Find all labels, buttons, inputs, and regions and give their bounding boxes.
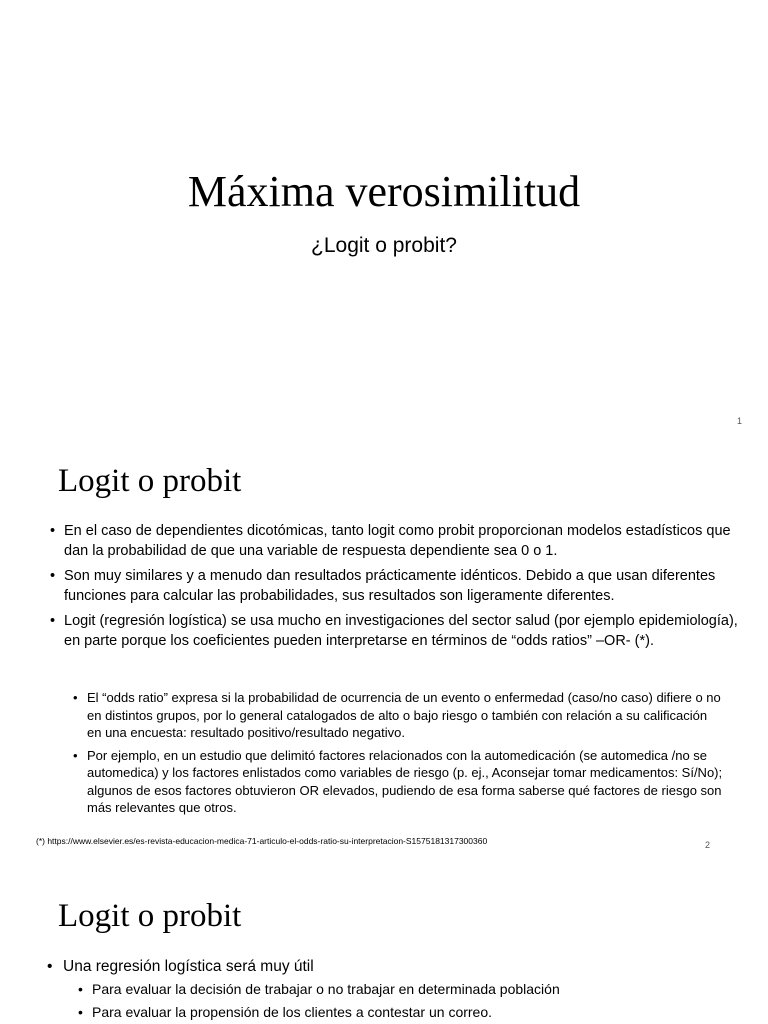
- slide-title: Logit o probit: [58, 463, 242, 499]
- sub-bullet-list: [73, 689, 723, 817]
- slide-title: Logit o probit: [58, 898, 242, 934]
- footnote: (*) https://www.elsevier.es/es-revista-educacion-medica-71-articulo-el-odds-ratio-su-interpretacion-S1575181317300360: [36, 836, 488, 846]
- page-number: 2: [705, 840, 711, 850]
- list-item: • Son muy similares y a menudo dan resultados prácticamente idénticos. Debido a que usan diferentes funciones para calcular las probabilidades, sus resultados son ligeramente diferentes.: [50, 567, 740, 606]
- page-number: 1: [737, 416, 743, 426]
- list-item: • Para evaluar la decisión de trabajar o no trabajar en determinada población: [78, 979, 758, 999]
- slide-subtitle: ¿Logit o probit?: [311, 234, 457, 257]
- list-item: • Una regresión logística será muy útil: [47, 956, 747, 977]
- sub-bullet-list: [78, 979, 758, 1022]
- list-item: • En el caso de dependientes dicotómicas, tanto logit como probit proporcionan modelos estadísticos que dan la probabilidad de que una variable de respuesta dependiente sea 0 o 1.: [50, 522, 740, 561]
- list-item: • Logit (regresión logística) se usa mucho en investigaciones del sector salud (por ejemplo epidemiología), en parte porque los coeficientes pueden interpretarse en términos de “odds ratios” –OR- (*).: [50, 612, 740, 651]
- bullet-list: [47, 956, 747, 977]
- bullet-list: [50, 522, 740, 653]
- list-item: • Para evaluar la propensión de los clientes a contestar un correo.: [78, 1002, 758, 1022]
- slide-1: [0, 0, 768, 430]
- list-item: • El “odds ratio” expresa si la probabilidad de ocurrencia de un evento o enfermedad (caso/no caso) difiere o no en distintos grupos, por lo general catalogados de alto o bajo riesgo o también con relación a su calificación en una encuesta: resultado positivo/resultado negativo.: [73, 689, 723, 742]
- list-item: • Por ejemplo, en un estudio que delimitó factores relacionados con la automedicación (se automedica /no se automedica) y los factores enlistados como variables de riesgo (p. ej., Aconsejar tomar medicamentos: Sí/No); algunos de esos factores obtuvieron OR elevados, pudiendo de esa forma saberse qué factores de riesgo son más relevantes que otros.: [73, 747, 723, 817]
- slide-2: [0, 430, 768, 865]
- slide-title: Máxima verosimilitud: [187, 167, 581, 216]
- slide-3: [0, 865, 768, 1024]
